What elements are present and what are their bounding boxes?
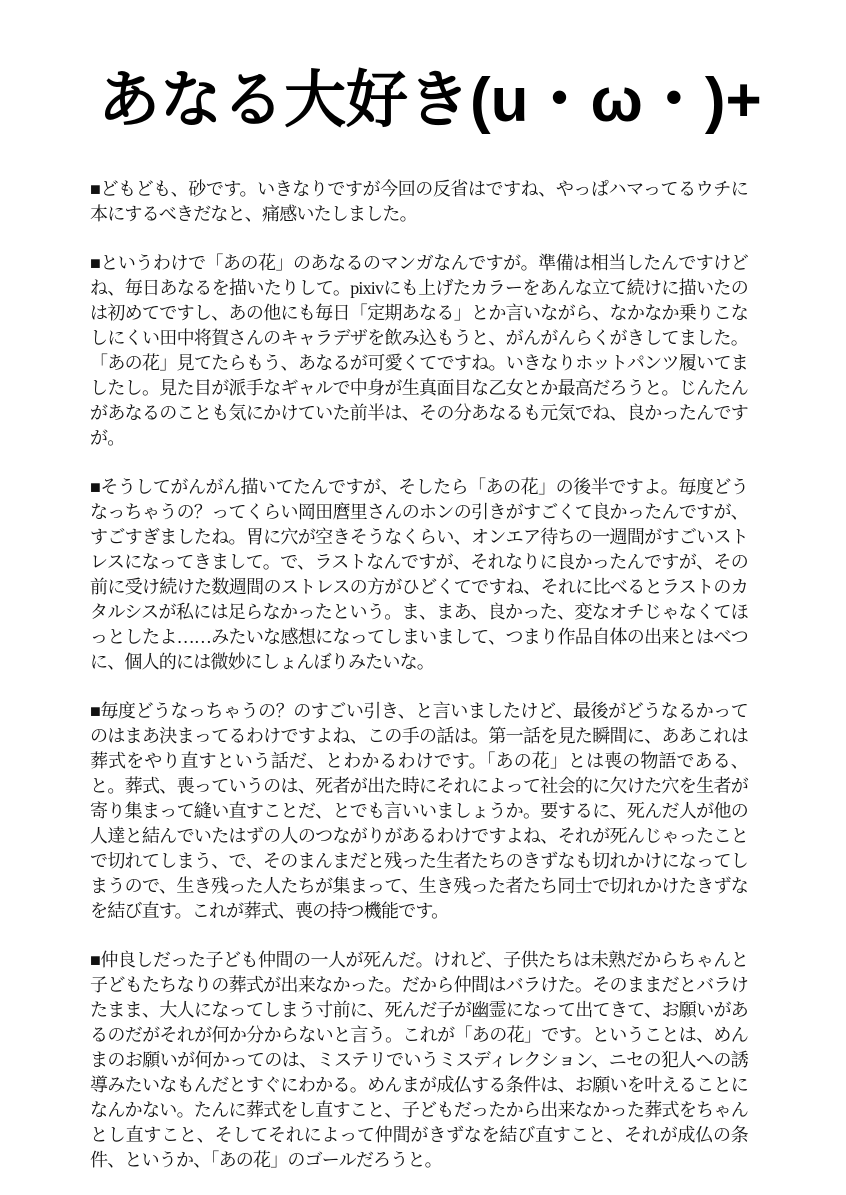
afterword-paragraph-4: ■毎度どうなっちゃうの？のすごい引き、と言いましたけど、最後がどうなるかってのはまあ決まってるわけですよね、この手の話は。第一話を見た瞬間に、ああこれは葬式をやり直すという話だ、とわかるわけです。「あの花」とは喪の物語である、と。葬式、喪っていうのは、死者が出た時にそれによって社会的に欠けた穴を生者が寄り集まって縫い直すことだ、とでも言いいましょうか。要するに、死んだ人が他の人達と結んでいたはずの人のつながりがあるわけですよね、それが死んじゃったことで切れてしまう、で、そのまんまだと残った生者たちのきずなも切れかけになってしまうので、生き残った人たちが集まって、生き残った者たち同士で切れかけたきずなを結び直す。これが葬式、喪の持つ機能です。 xyxy=(90,701,748,922)
afterword-text-block xyxy=(90,177,748,1173)
afterword-paragraph-1: ■どもども、砂です。いきなりですが今回の反省はですね、やっぱハマってるウチに本にするべきだなと、痛感いたしました。 xyxy=(90,179,748,225)
afterword-paragraph-2: ■というわけで「あの花」のあなるのマンガなんですが。準備は相当したんですけどね、毎日あなるを描いたりして。pixivにも上げたカラーをあんな立て続けに描いたのは初めてですし、あの他にも毎日「定期あなる」とか言いながら、なかなか乗りこなしにくい田中将賀さんのキャラデザを飲み込もうと、がんがんらくがきしてました。「あの花」見てたらもう、あなるが可愛くてですね。いきなりホットパンツ履いてましたし。見た目が派手なギャルで中身が生真面目な乙女とか最高だろうと。じんたんがあなるのことも気にかけていた前半は、その分あなるも元気でね、良かったんですが。 xyxy=(90,253,748,449)
document-title: あなる大好き(u・ω・)+ xyxy=(98,66,762,135)
afterword-paragraph-5: ■仲良しだった子ども仲間の一人が死んだ。けれど、子供たちは未熟だからちゃんと子どもたちなりの葬式が出来なかった。だから仲間はバラけた。そのままだとバラけたまま、大人になってしまう寸前に、死んだ子が幽霊になって出てきて、お願いがあるのだがそれが何か分からないと言う。これが「あの花」です。ということは、めんまのお願いが何かってのは、ミステリでいうミスディレクション、ニセの犯人への誘導みたいなもんだとすぐにわかる。めんまが成仏する条件は、お願いを叶えることになんかない。たんに葬式をし直すこと、子どもだったから出来なかった葬式をちゃんとし直すこと、そしてそれによって仲間がきずなを結び直すこと、それが成仏の条件、というか、「あの花」のゴールだろうと。 xyxy=(90,950,748,1171)
afterword-paragraph-3: ■そうしてがんがん描いてたんですが、そしたら「あの花」の後半ですよ。毎度どうなっちゃうの？ってくらい岡田麿里さんのホンの引きがすごくて良かったんですが、すごすぎましたね。胃に穴が空きそうなくらい、オンエア待ちの一週間がすごいストレスになってきまして。で、ラストなんですが、それなりに良かったんですが、その前に受け続けた数週間のストレスの方がひどくてですね、それに比べるとラストのカタルシスが私には足らなかったという。ま、まあ、良かった、変なオチじゃなくてほっとしたよ……みたいな感想になってしまいまして、つまり作品自体の出来とはべつに、個人的には微妙にしょんぼりみたいな。 xyxy=(90,477,748,673)
